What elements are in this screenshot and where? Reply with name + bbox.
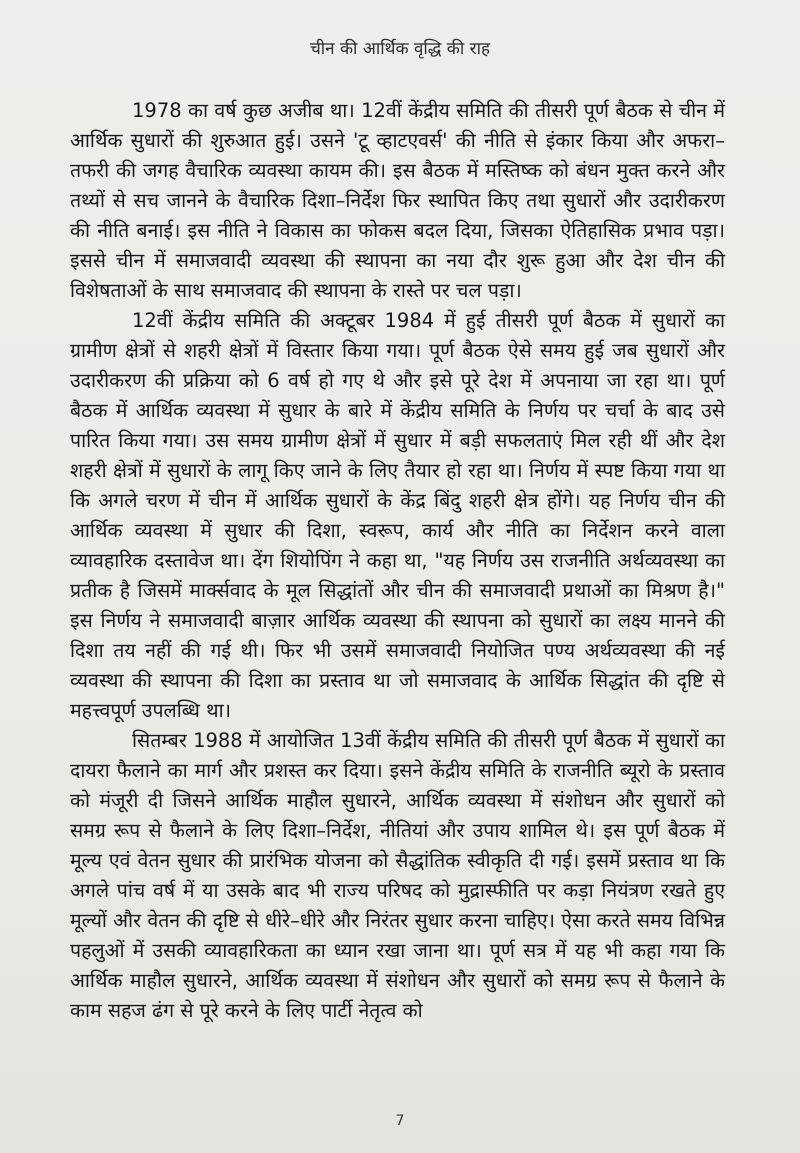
page-number: 7 xyxy=(395,1113,405,1129)
body-text xyxy=(70,96,725,1026)
paragraph-2: 12वीं केंद्रीय समिति की अक्टूबर 1984 में हुई तीसरी पूर्ण बैठक में सुधारों का ग्रामीण क्षेत्रों से शहरी क्षेत्रों में विस्तार किया गया। पूर्ण बैठक ऐसे समय हुई जब सुधारों और उदारीकरण की प्रक्रिया को 6 वर्ष हो गए थे और इसे पूरे देश में अपनाया जा रहा था। पूर्ण बैठक में आर्थिक व्यवस्था में सुधार के बारे में केंद्रीय समिति के निर्णय पर चर्चा के बाद उसे पारित किया गया। उस समय ग्रामीण क्षेत्रों में सुधार में बड़ी सफलताएं मिल रही थीं और देश शहरी क्षेत्रों में सुधारों के लागू किए जाने के लिए तैयार हो रहा था। निर्णय में स्पष्ट किया गया था कि अगले चरण में चीन में आर्थिक सुधारों के केंद्र बिंदु शहरी क्षेत्र होंगे। यह निर्णय चीन की आर्थिक व्यवस्था में सुधार की दिशा, स्वरूप, कार्य और नीति का निर्देशन करने वाला व्यावहारिक दस्तावेज था। देंग शियोपिंग ने कहा था, "यह निर्णय उस राजनीति अर्थव्यवस्था का प्रतीक है जिसमें मार्क्सवाद के मूल सिद्धांतों और चीन की समाजवादी प्रथाओं का मिश्रण है।" इस निर्णय ने समाजवादी बाज़ार आर्थिक व्यवस्था की स्थापना को सुधारों का लक्ष्य मानने की दिशा तय नहीं की गई थी। फिर भी उसमें समाजवादी नियोजित पण्य अर्थव्यवस्था की नई व्यवस्था की स्थापना की दिशा का प्रस्ताव था जो समाजवाद के आर्थिक सिद्धांत की दृष्टि से महत्त्वपूर्ण उपलब्धि था। xyxy=(70,309,725,722)
paragraph-3: सितम्बर 1988 में आयोजित 13वीं केंद्रीय समिति की तीसरी पूर्ण बैठक में सुधारों का दायरा फैलाने का मार्ग और प्रशस्त कर दिया। इसने केंद्रीय समिति के राजनीति ब्यूरो के प्रस्ताव को मंजूरी दी जिसने आर्थिक माहौल सुधारने, आर्थिक व्यवस्था में संशोधन और सुधारों को समग्र रूप से फैलाने के लिए दिशा–निर्देश, नीतियां और उपाय शामिल थे। इस पूर्ण बैठक में मूल्य एवं वेतन सुधार की प्रारंभिक योजना को सैद्धांतिक स्वीकृति दी गई। इसमें प्रस्ताव था कि अगले पांच वर्ष में या उसके बाद भी राज्य परिषद को मुद्रास्फीति पर कड़ा नियंत्रण रखते हुए मूल्यों और वेतन की दृष्टि से धीरे–धीरे और निरंतर सुधार करना चाहिए। ऐसा करते समय विभिन्न पहलुओं में उसकी व्यावहारिकता का ध्यान रखा जाना था। पूर्ण सत्र में यह भी कहा गया कि आर्थिक माहौल सुधारने, आर्थिक व्यवस्था में संशोधन और सुधारों को समग्र रूप से फैलाने के काम सहज ढंग से पूरे करने के लिए पार्टी नेतृत्व को xyxy=(70,729,725,1022)
running-head: चीन की आर्थिक वृद्धि की राह xyxy=(309,39,491,59)
paragraph-1: 1978 का वर्ष कुछ अजीब था। 12वीं केंद्रीय समिति की तीसरी पूर्ण बैठक से चीन में आर्थिक सुधारों की शुरुआत हुई। उसने 'टू व्हाटएवर्स' की नीति से इंकार किया और अफरा–तफरी की जगह वैचारिक व्यवस्था कायम की। इस बैठक में मस्तिष्क को बंधन मुक्त करने और तथ्यों से सच जानने के वैचारिक दिशा–निर्देश फिर स्थापित किए तथा सुधारों और उदारीकरण की नीति बनाई। इस नीति ने विकास का फोकस बदल दिया, जिसका ऐतिहासिक प्रभाव पड़ा। इससे चीन में समाजवादी व्यवस्था की स्थापना का नया दौर शुरू हुआ और देश चीन की विशेषताओं के साथ समाजवाद की स्थापना के रास्ते पर चल पड़ा। xyxy=(70,99,725,302)
